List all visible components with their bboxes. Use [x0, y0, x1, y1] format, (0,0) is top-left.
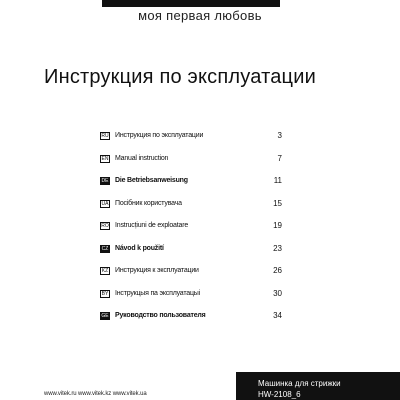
toc-label: Die Betriebsanweisung [115, 177, 188, 184]
language-flag-icon: GE [101, 313, 109, 319]
page-title: Инструкция по эксплуатации [44, 66, 316, 88]
footer-model-line2: HW-2108_6 [258, 390, 301, 399]
toc-row [100, 154, 282, 168]
toc-label: Инструкция по эксплуатации [115, 132, 204, 139]
toc-row [100, 131, 282, 145]
toc-row [100, 266, 282, 280]
language-flag-icon: RU [101, 133, 109, 139]
language-flag-icon: RO [101, 223, 109, 229]
toc-page-number: 23 [273, 243, 282, 253]
brand-slogan: моя первая любовь [138, 8, 262, 23]
toc-page-number: 26 [273, 266, 282, 275]
toc-label: Manual instruction [115, 154, 169, 162]
toc-page-number: 11 [273, 176, 282, 185]
language-flag-icon: KZ [101, 268, 109, 274]
toc-page-number: 7 [277, 153, 282, 163]
toc-page-number: 3 [277, 131, 282, 140]
toc-label: Руководство пользователя [115, 312, 206, 319]
footer-model-box [236, 372, 400, 400]
toc-page-number: 30 [273, 288, 282, 298]
language-flag-icon: UA [101, 200, 109, 207]
toc-label: Інструкцыя па эксплуатацыі [115, 289, 200, 297]
toc-row [100, 289, 282, 303]
toc-page-number: 34 [273, 311, 282, 320]
toc-row [100, 199, 282, 213]
toc-row [100, 311, 282, 325]
footer-url: www.vitek.ru www.vitek.kz www.vitek.ua [44, 391, 147, 397]
toc-row [100, 221, 282, 235]
toc-label: Посібник користувача [115, 199, 182, 207]
language-flag-icon: DE [101, 178, 109, 184]
toc-label: Návod k použití [115, 244, 164, 252]
language-flag-icon: CZ [101, 245, 109, 252]
toc-label: Instrucțiuni de exploatare [115, 222, 189, 229]
toc-row [100, 176, 282, 190]
language-flag-icon: BY [101, 290, 109, 297]
toc-page-number: 19 [273, 221, 282, 230]
toc-label: Инструкция к эксплуатации [115, 267, 199, 274]
language-flag-icon: EN [101, 155, 109, 162]
toc-page-number: 15 [273, 198, 282, 208]
toc-row [100, 244, 282, 258]
footer-model-line1: Машинка для стрижки [258, 379, 341, 388]
